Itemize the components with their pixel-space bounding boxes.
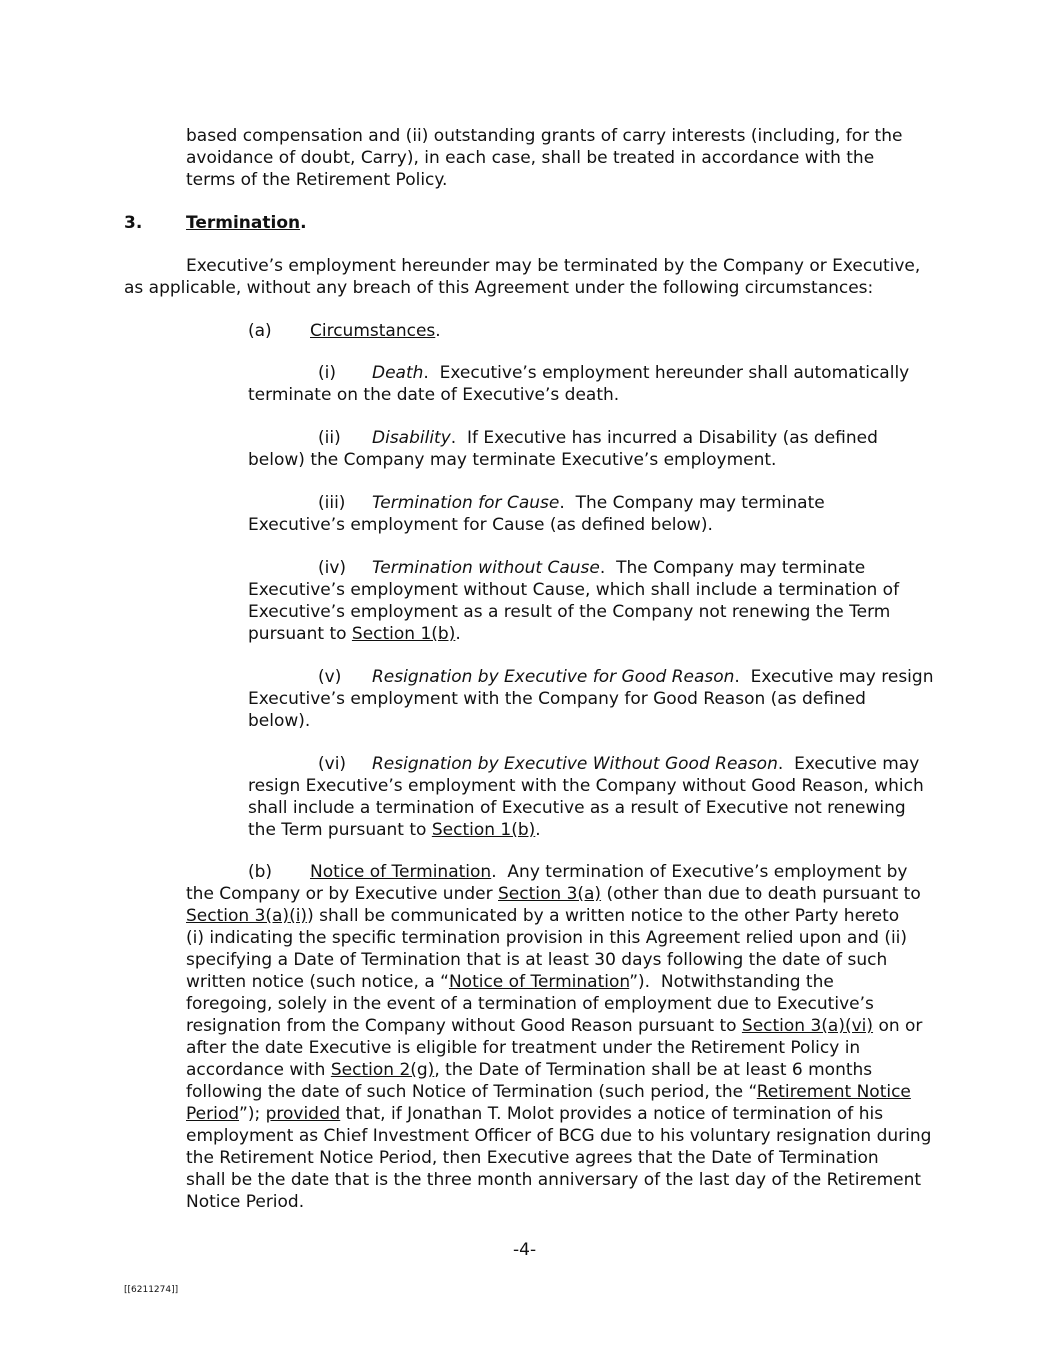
- item-text: Executive may resign: [750, 667, 934, 687]
- paragraph-line: specifying a Date of Termination that is at least 30 days following the date of such: [186, 950, 888, 970]
- paragraph-line: terms of the Retirement Policy.: [186, 170, 448, 190]
- item-title: Termination for Cause: [372, 493, 560, 513]
- paragraph-line: [186, 883, 921, 905]
- item-text: If Executive has incurred a Disability (as defined: [467, 428, 878, 448]
- page-number: -4-: [513, 1240, 537, 1260]
- item-line: Executive’s employment as a result of the Company not renewing the Term: [248, 602, 891, 622]
- paragraph-line: [186, 1081, 911, 1103]
- item-line: the Term pursuant to Section 1(b).: [248, 820, 541, 840]
- subsection-heading: Circumstances.: [310, 321, 441, 341]
- paragraph-line: after the date Executive is eligible for treatment under the Retirement Policy in: [186, 1038, 861, 1058]
- item-line: below) the Company may terminate Executive’s employment.: [248, 450, 777, 470]
- document-id: [[6211274]]: [124, 1285, 179, 1295]
- item-line: Termination for Cause. The Company may terminate: [372, 493, 825, 513]
- subsection-label: (b): [248, 862, 273, 882]
- paragraph-text: resignation from the Company without Good Reason pursuant to: [186, 1016, 742, 1036]
- paragraph-line: the Retirement Notice Period, then Executive agrees that the Date of Termination: [186, 1148, 879, 1168]
- item-label: (iii): [318, 493, 346, 513]
- item-text: Executive may: [794, 754, 920, 774]
- item-line: Disability. If Executive has incurred a Disability (as defined: [372, 428, 878, 448]
- subsection-title: Circumstances: [310, 321, 436, 341]
- section-heading: Termination.: [186, 213, 307, 233]
- paragraph-line: as applicable, without any breach of this Agreement under the following circumstances:: [124, 278, 874, 298]
- cross-reference: Section 3(a)(vi): [741, 1016, 874, 1036]
- paragraph-text: Any termination of Executive’s employment by: [507, 862, 908, 882]
- paragraph-line: shall be the date that is the three month anniversary of the last day of the Retirement: [186, 1170, 922, 1190]
- paragraph-line: [186, 905, 899, 927]
- paragraph-text: following the date of such Notice of Termination (such period, the “: [186, 1082, 757, 1102]
- item-title: Resignation by Executive for Good Reason: [372, 667, 735, 687]
- item-label: (iv): [318, 558, 347, 578]
- item-label: (ii): [318, 428, 341, 448]
- section-title: Termination: [186, 213, 301, 233]
- subsection-title: Notice of Termination: [310, 862, 492, 882]
- item-label: (v): [318, 667, 342, 687]
- paragraph-line: Notice of Termination. Any termination of Executive’s employment by: [310, 862, 908, 882]
- paragraph-line: avoidance of doubt, Carry), in each case, shall be treated in accordance with the: [186, 148, 875, 168]
- item-text: pursuant to: [248, 624, 352, 644]
- item-title: Disability: [372, 428, 451, 448]
- item-line: pursuant to Section 1(b).: [248, 624, 461, 644]
- section-number: 3.: [124, 213, 143, 233]
- paragraph-line: employment as Chief Investment Officer of BCG due to his voluntary resignation during: [186, 1126, 932, 1146]
- paragraph-text: that, if Jonathan T. Molot provides a notice of termination of his: [340, 1104, 884, 1124]
- paragraph-line: Notice Period.: [186, 1192, 305, 1212]
- cross-reference: Section 2(g): [330, 1060, 435, 1080]
- item-text: The Company may terminate: [575, 493, 825, 513]
- item-title: Resignation by Executive Without Good Reason: [372, 754, 778, 774]
- paragraph-text: , the Date of Termination shall be at least 6 months: [434, 1060, 873, 1080]
- subsection-label: (a): [248, 321, 272, 341]
- defined-term: Notice of Termination: [448, 972, 630, 992]
- item-line: Executive’s employment for Cause (as defined below).: [248, 515, 713, 535]
- item-title: Death: [372, 363, 424, 383]
- paragraph-text: written notice (such notice, a “: [186, 972, 449, 992]
- item-line: Executive’s employment with the Company for Good Reason (as defined: [248, 689, 866, 709]
- item-label: (vi): [318, 754, 347, 774]
- item-text: the Term pursuant to: [248, 820, 432, 840]
- paragraph-line: foregoing, solely in the event of a termination of employment due to Executive’s: [186, 994, 874, 1014]
- paragraph-text: (other than due to death pursuant to: [601, 884, 921, 904]
- cross-reference: Section 1(b): [431, 820, 536, 840]
- defined-term: Retirement Notice: [756, 1082, 911, 1102]
- paragraph-line: based compensation and (ii) outstanding grants of carry interests (including, for the: [186, 126, 903, 146]
- defined-term: Period: [186, 1104, 240, 1124]
- item-label: (i): [318, 363, 336, 383]
- paragraph-text: ”);: [239, 1104, 266, 1124]
- item-text: Executive’s employment hereunder shall automatically: [439, 363, 910, 383]
- item-line: resign Executive’s employment with the Company without Good Reason, which: [248, 776, 924, 796]
- cross-reference: Section 3(a): [498, 884, 602, 904]
- item-line: terminate on the date of Executive’s death.: [248, 385, 620, 405]
- paragraph-text: accordance with: [186, 1060, 331, 1080]
- paragraph-text: ”). Notwithstanding the: [629, 972, 834, 992]
- paragraph-line: (i) indicating the specific termination provision in this Agreement relied upon and (ii): [186, 928, 908, 948]
- item-line: Resignation by Executive Without Good Reason. Executive may: [372, 754, 920, 774]
- item-line: Resignation by Executive for Good Reason. Executive may resign: [372, 667, 934, 687]
- paragraph-line: Executive’s employment hereunder may be terminated by the Company or Executive,: [186, 256, 921, 276]
- paragraph-line: [186, 971, 834, 993]
- paragraph-text: the Company or by Executive under: [186, 884, 498, 904]
- item-line: Executive’s employment without Cause, which shall include a termination of: [248, 580, 900, 600]
- cross-reference: Section 3(a)(i): [186, 906, 308, 926]
- paragraph-line: [186, 1015, 922, 1037]
- item-title: Termination without Cause: [372, 558, 600, 578]
- item-line: shall include a termination of Executive as a result of Executive not renewing: [248, 798, 906, 818]
- item-line: Death. Executive’s employment hereunder shall automatically: [372, 363, 910, 383]
- item-line: Termination without Cause. The Company may terminate: [372, 558, 866, 578]
- paragraph-line: [186, 1103, 883, 1125]
- paragraph-text: ) shall be communicated by a written notice to the other Party hereto: [307, 906, 900, 926]
- paragraph-text: on or: [873, 1016, 923, 1036]
- item-line: below).: [248, 711, 311, 731]
- emphasis-term: provided: [265, 1104, 341, 1124]
- item-text: The Company may terminate: [616, 558, 866, 578]
- cross-reference: Section 1(b): [351, 624, 456, 644]
- paragraph-line: [186, 1059, 872, 1081]
